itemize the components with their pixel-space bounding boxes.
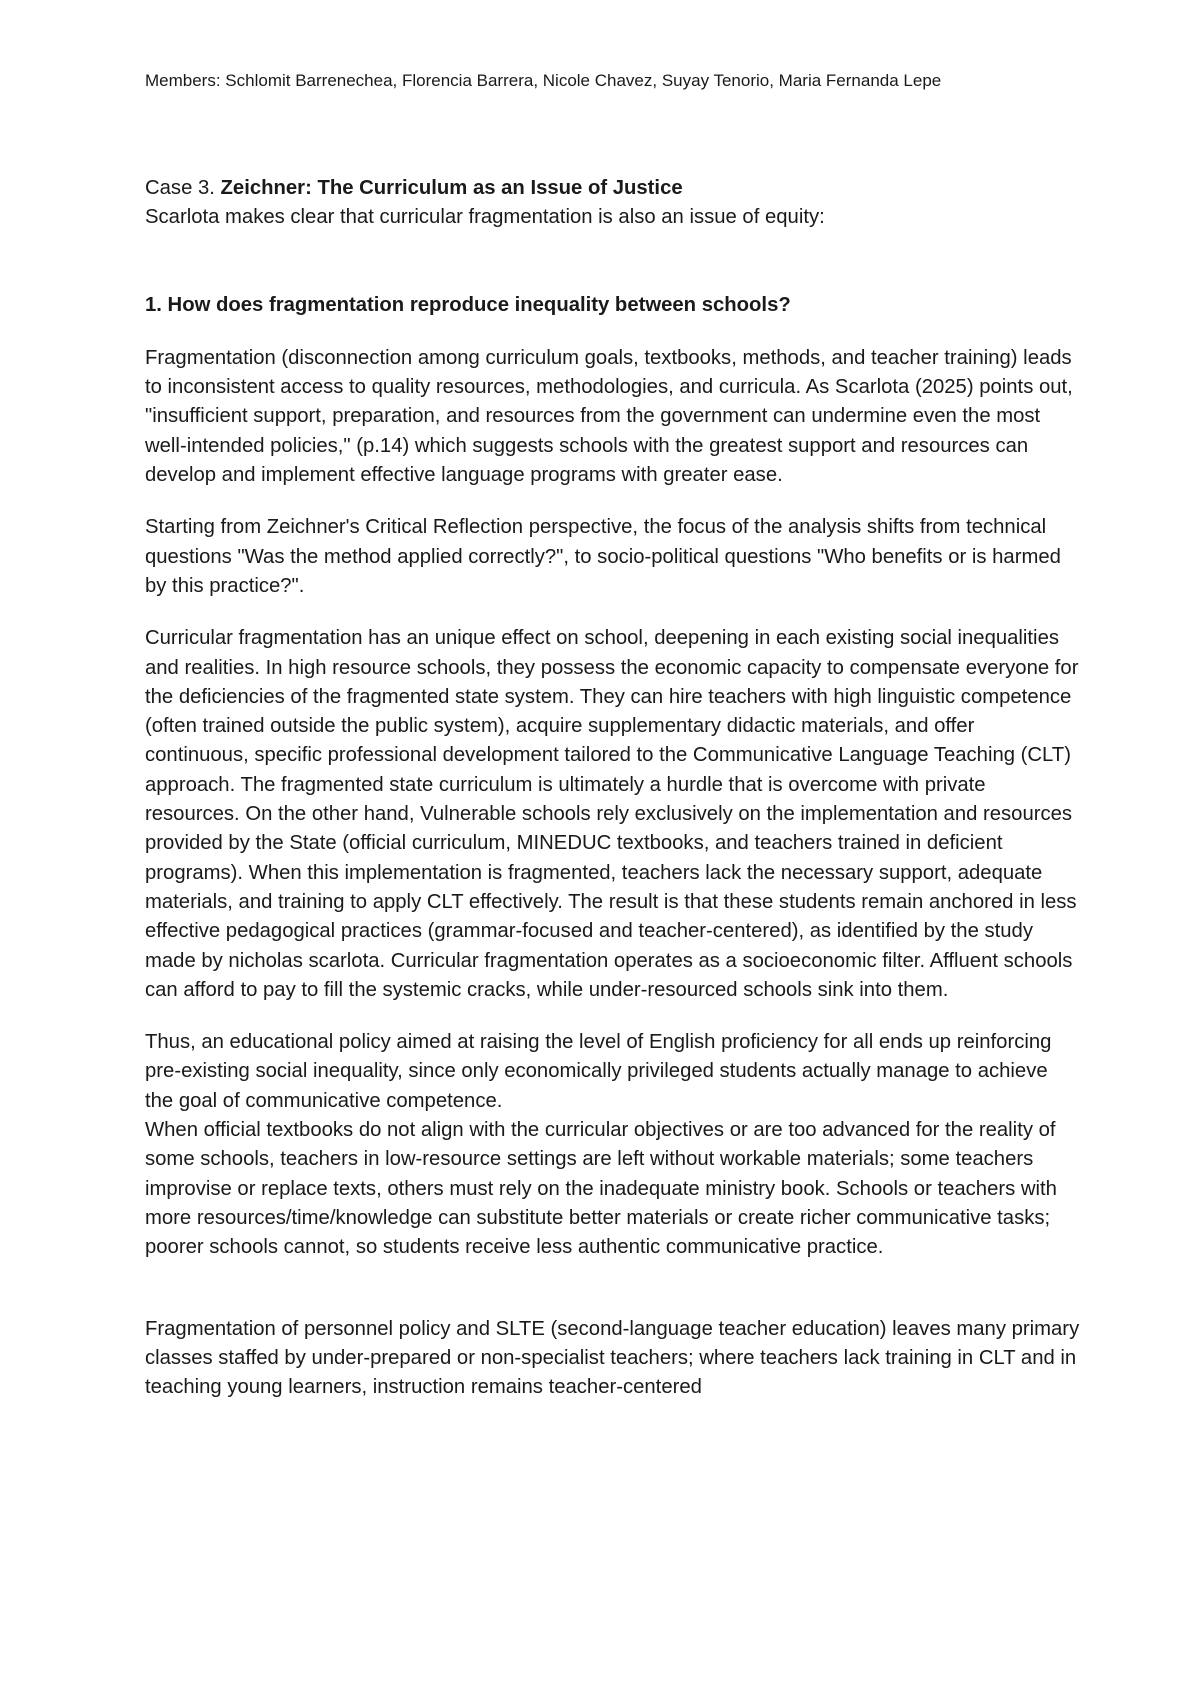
- case-intro: Scarlota makes clear that curricular fragmentation is also an issue of equity:: [145, 206, 825, 229]
- case-prefix: Case 3.: [145, 177, 221, 199]
- question-heading: 1. How does fragmentation reproduce inequality between schools?: [145, 293, 791, 316]
- document-body: [145, 174, 1080, 1402]
- paragraph-textbooks: When official textbooks do not align with the curricular objectives or are too advanced for the reality of some schools, teachers in low-resource settings are left without workable materials; some teachers improvise or replace texts, others must rely on the inadequate ministry book. Schools or teachers with more resources/time/knowledge can substitute better materials or create richer communicative tasks; poorer schools cannot, so students receive less authentic communicative practice.: [145, 1119, 1057, 1259]
- case-title-line: [145, 174, 1080, 203]
- paragraph-curricular-fragmentation: Curricular fragmentation has an unique effect on school, deepening in each existing social inequalities and realities. In high resource schools, they possess the economic capacity to compensate everyone for the deficiencies of the fragmented state system. They can hire teachers with high linguistic competence (often trained outside the public system), acquire supplementary didactic materials, and offer continuous, specific professional development tailored to the Communicative Language Teaching (CLT) approach. The fragmented state curriculum is ultimately a hurdle that is overcome with private resources. On the other hand, Vulnerable schools rely exclusively on the implementation and resources provided by the State (official curriculum, MINEDUC textbooks, and teachers trained in deficient programs). When this implementation is fragmented, teachers lack the necessary support, adequate materials, and training to apply CLT effectively. The result is that these students remain anchored in less effective pedagogical practices (grammar-focused and teacher-centered), as identified by the study made by nicholas scarlota. Curricular fragmentation operates as a socioeconomic filter. Affluent schools can afford to pay to fill the systemic cracks, while under-resourced schools sink into them.: [145, 627, 1079, 1001]
- paragraph-fragmentation: Fragmentation (disconnection among curriculum goals, textbooks, methods, and teacher training) leads to inconsistent access to quality resources, methodologies, and curricula. As Scarlota (2025) points out, "insufficient support, preparation, and resources from the government can undermine even the most well-intended policies," (p.14) which suggests schools with the greatest support and resources can develop and implement effective language programs with greater ease.: [145, 346, 1073, 487]
- paragraph-zeichner: Starting from Zeichner's Critical Reflection perspective, the focus of the analysis shifts from technical questions "Was the method applied correctly?", to socio-political questions "Who benefits or is harmed by this practice?".: [145, 516, 1061, 597]
- paragraph-thus: Thus, an educational policy aimed at raising the level of English proficiency for all ends up reinforcing pre-existing social inequality, since only economically privileged students actually manage to achieve the goal of communicative competence.: [145, 1031, 1052, 1112]
- paragraph-personnel-policy: Fragmentation of personnel policy and SLTE (second-language teacher education) leaves many primary classes staffed by under-prepared or non-specialist teachers; where teachers lack training in CLT and in teaching young learners, instruction remains teacher-centered: [145, 1317, 1080, 1399]
- case-title: Zeichner: The Curriculum as an Issue of Justice: [220, 177, 683, 199]
- members-line: Members: Schlomit Barrenechea, Florencia Barrera, Nicole Chavez, Suyay Tenorio, Maria Fernanda Lepe: [145, 71, 942, 90]
